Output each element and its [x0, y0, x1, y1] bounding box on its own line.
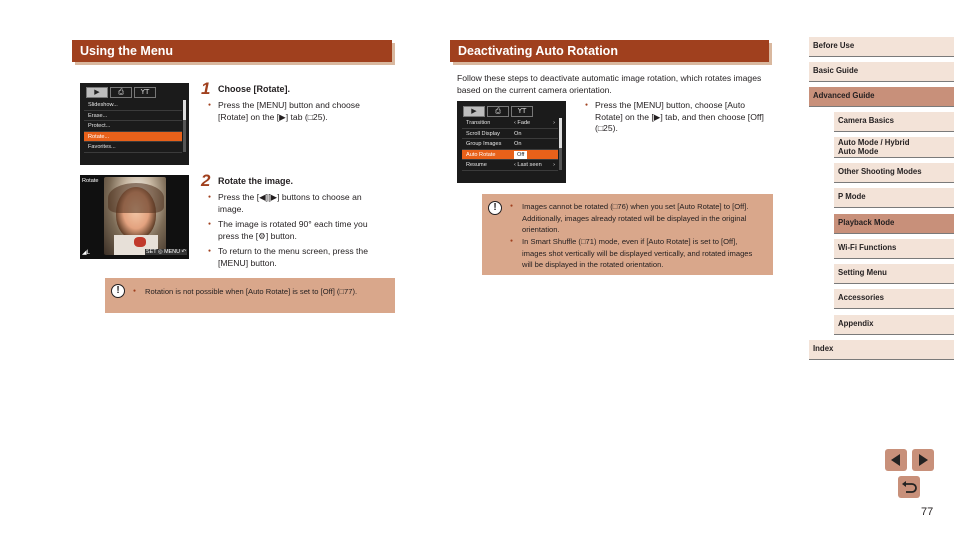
camera-setting-row-selected: Auto Rotate Off [462, 150, 558, 161]
camera-menu-item: Favorites... [84, 142, 182, 153]
camera-tabs [463, 106, 533, 117]
camera-scrollbar-thumb [559, 118, 562, 148]
rotate-indicator: ◢L [82, 250, 90, 256]
return-button[interactable] [898, 476, 920, 498]
step-title: Choose [Rotate]. [218, 84, 290, 94]
sidebar-item-setting-menu[interactable]: Setting Menu [834, 264, 954, 284]
previous-page-button[interactable] [885, 449, 907, 471]
camera-scrollbar-thumb [183, 100, 186, 120]
sidebar-item-accessories[interactable]: Accessories [834, 289, 954, 309]
caution-icon: ! [111, 284, 125, 298]
hair-shape [108, 183, 164, 213]
camera-menu-item: Slideshow... [84, 100, 182, 111]
caution-note [105, 278, 395, 313]
camera-tabs [86, 87, 156, 98]
note-text: ● Rotation is not possible when [Auto Rotate] is set to [Off] (□77). [133, 286, 383, 298]
sidebar-item-wifi-functions[interactable]: Wi-Fi Functions [834, 239, 954, 259]
step-number: 2 [201, 171, 211, 190]
page-number: 77 [921, 506, 934, 518]
print-tab-icon: ⎙ [487, 106, 509, 117]
sidebar-item-playback-mode[interactable]: Playback Mode [834, 214, 954, 234]
sidebar-item-camera-basics[interactable]: Camera Basics [834, 112, 954, 132]
camera-menu-item: Protect... [84, 121, 182, 132]
caution-note [482, 194, 773, 275]
playback-tab-icon: ▶ [463, 106, 485, 117]
step-bullet: ● To return to the menu screen, press the [MENU] button. [208, 246, 388, 269]
sidebar-item-index[interactable]: Index [809, 340, 954, 360]
camera-setting-row: Scroll Display On [462, 129, 558, 140]
sidebar-item-p-mode[interactable]: P Mode [834, 188, 954, 208]
camera-menu-item: Erase... [84, 111, 182, 122]
note-text: ● Images cannot be rotated (□76) when you set [Auto Rotate] to [Off]. Additionally, images already rotated will be displayed in the original orientation. [510, 201, 760, 236]
sidebar-item-advanced-guide[interactable]: Advanced Guide [809, 87, 954, 107]
step-bullet: ● Press the [MENU] button and choose [Rotate] on the [▶] tab (​□25). [208, 100, 388, 123]
return-icon [898, 476, 920, 498]
camera-setting-row: Group Images On [462, 139, 558, 150]
photo-controls-hint: SET ◎ MENU ↶ [146, 249, 186, 255]
camera-setting-row: Resume ‹ Last seen › [462, 160, 558, 171]
camera-setting-row: Transition ‹ Fade › [462, 118, 558, 129]
next-page-button[interactable] [912, 449, 934, 471]
playback-tab-icon: ▶ [86, 87, 108, 98]
photo-girl-image [104, 177, 166, 255]
camera-menu-screenshot [80, 83, 189, 165]
setup-tab-icon: YT [511, 106, 533, 117]
sidebar-item-other-shooting-modes[interactable]: Other Shooting Modes [834, 163, 954, 183]
arrow-left-icon [891, 454, 900, 466]
rotate-photo-screenshot [80, 175, 189, 259]
step-bullet: ● Press the [◀][▶] buttons to choose an image. [208, 192, 386, 215]
sidebar-item-appendix[interactable]: Appendix [834, 315, 954, 335]
camera-settings-list [462, 118, 558, 171]
setup-tab-icon: YT [134, 87, 156, 98]
apple-shape [134, 237, 146, 247]
caution-icon: ! [488, 201, 502, 215]
section-heading-auto-rotation: Deactivating Auto Rotation [450, 40, 769, 62]
camera-menu-item-selected: Rotate... [84, 132, 182, 143]
step-bullet: ● The image is rotated 90° each time you press the [⚙] button. [208, 219, 388, 242]
intro-text: Follow these steps to deactivate automatic image rotation, which rotates images based on the current camera orientation. [457, 73, 762, 95]
step-number: 1 [201, 79, 211, 98]
section-heading-using-menu: Using the Menu [72, 40, 392, 62]
sidebar-item-before-use[interactable]: Before Use [809, 37, 954, 57]
sidebar-item-basic-guide[interactable]: Basic Guide [809, 62, 954, 82]
note-text: ● In Smart Shuffle (□71) mode, even if [Auto Rotate] is set to [Off], images shot vertically will be displayed vertically, and rotated images will be displayed in the rotated orientation. [510, 236, 760, 271]
camera-menu-list [84, 100, 182, 153]
step-bullet: ● Press the [MENU] button, choose [Auto Rotate] on the [▶] tab, and then choose [Off] (□25). [585, 100, 773, 135]
camera-settings-screenshot [457, 101, 566, 183]
photo-label: Rotate [82, 178, 99, 184]
arrow-right-icon [919, 454, 928, 466]
step-title: Rotate the image. [218, 176, 294, 186]
sidebar-item-auto-mode[interactable]: Auto Mode / Hybrid Auto Mode [834, 137, 954, 158]
print-tab-icon: ⎙ [110, 87, 132, 98]
